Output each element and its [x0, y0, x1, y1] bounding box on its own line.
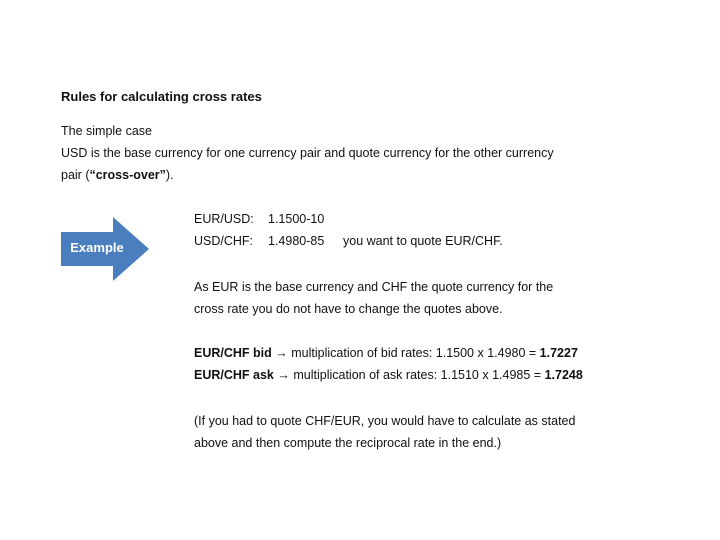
calc-label: EUR/CHF ask	[194, 368, 274, 382]
calc-row-ask	[194, 368, 583, 382]
footnote-line-2: above and then compute the reciprocal rate in the end.)	[194, 436, 502, 450]
calc-text: multiplication of ask rates: 1.1510 x 1.4985 =	[293, 368, 545, 382]
explanation-line-1: As EUR is the base currency and CHF the quote currency for the	[194, 280, 554, 294]
quote-rate: 1.4980-85	[268, 234, 325, 248]
quote-note: you want to quote EUR/CHF.	[343, 234, 503, 248]
calc-label: EUR/CHF bid	[194, 346, 272, 360]
quote-row-usd-chf	[194, 234, 503, 248]
quote-pair: EUR/USD:	[194, 212, 254, 226]
right-arrow-icon: →	[275, 346, 288, 360]
calc-result: 1.7248	[544, 368, 583, 382]
page-title: Rules for calculating cross rates	[61, 89, 262, 104]
quote-rate: 1.1500-10	[268, 212, 325, 226]
calc-row-bid	[194, 346, 578, 360]
quote-pair: USD/CHF:	[194, 234, 254, 248]
intro-line-2-suffix: ).	[165, 168, 174, 182]
quote-row-eur-usd	[194, 212, 325, 226]
calc-text: multiplication of bid rates: 1.1500 x 1.4980 =	[291, 346, 540, 360]
example-label: Example	[70, 240, 124, 255]
cross-over-term: “cross-over”	[89, 168, 166, 182]
section-heading: The simple case	[61, 124, 153, 138]
intro-line-2-prefix: pair (	[61, 168, 90, 182]
explanation-line-2: cross rate you do not have to change the quotes above.	[194, 302, 503, 316]
intro-line-1: USD is the base currency for one currency pair and quote currency for the other currency	[61, 146, 554, 160]
intro-line-2	[61, 168, 174, 182]
right-arrow-icon: →	[277, 368, 290, 382]
calc-result: 1.7227	[539, 346, 578, 360]
footnote-line-1: (If you had to quote CHF/EUR, you would have to calculate as stated	[194, 414, 576, 428]
